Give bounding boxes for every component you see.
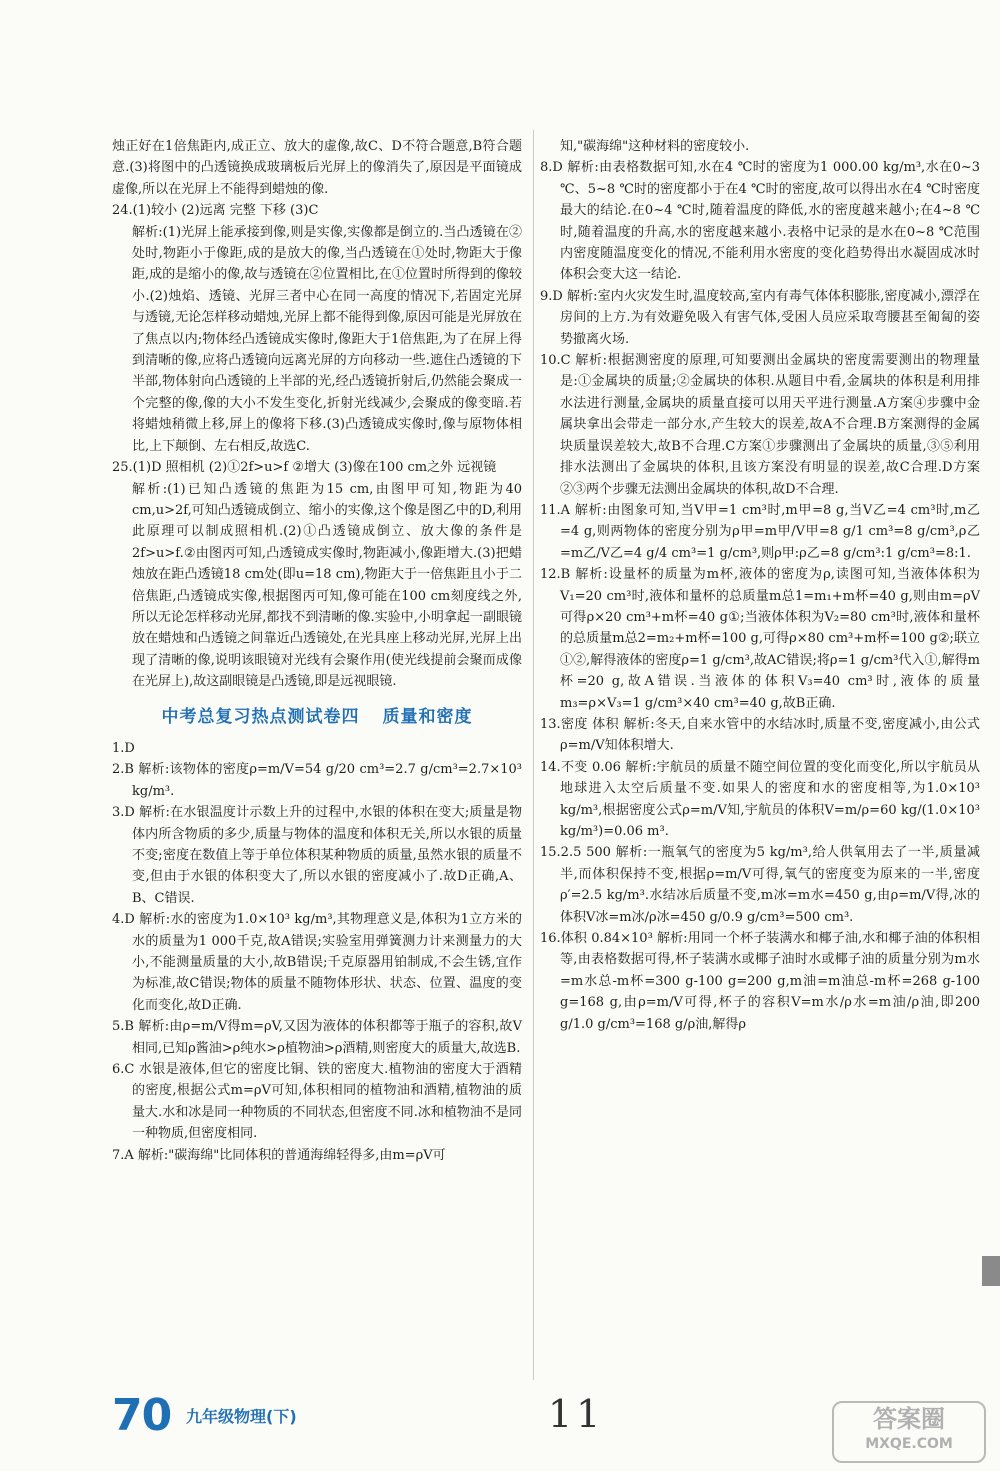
analysis-paragraph: 解析:(1)已知凸透镜的焦距为15 cm,由图甲可知,物距为40 cm,u>2f,可知凸透镜成倒立、缩小的实像,这个像是图乙中的D,利用此原理可以制成照相机.(2)①凸透镜成倒立、放大像的条件是2f>u>f.②由图丙可知,凸透镜成实像时,物距减小,像距增大.(3)把蜡烛放在距凸透镜18 cm处(即u=18 cm),物距大于一倍焦距且小于二倍焦距,凸透镜成实像,根据图丙可知,像可能在100 cm刻度线之外,所以无论怎样移动光屏,都找不到清晰的像.实验中,小明拿起一副眼镜放在蜡烛和凸透镜之间靠近凸透镜处,在光具座上移动光屏,光屏上出现了清晰的像,说明该眼镜对光线有会聚作用(使光线提前会聚而成像在光屏上),故这副眼镜是凸透镜,即是远视眼镜. [132,481,522,690]
answer-item: 13.密度 体积 解析:冬天,自来水管中的水结冰时,质量不变,密度减小,由公式ρ=m/V知体积增大. [540,716,980,754]
column-divider [533,130,534,1380]
answer-item: 4.D 解析:水的密度为1.0×10³ kg/m³,其物理意义是,体积为1立方米的水的质量为1 000千克,故A错误;实验室用弹簧测力计来测量力的大小,不能测量质量的大小,故B错误;千克原器用铂制成,不会生锈,宜作为标准,故C错误;物体的质量不随物体形状、状态、位置、温度的变化而变化,故D正确. [112,912,522,1013]
answer-item: 6.C 水银是液体,但它的密度比铜、铁的密度大.植物油的密度大于酒精的密度,根据公式m=ρV可知,体积相同的植物油和酒精,植物油的质量大.水和冰是同一种物质的不同状态,但密度不同.冰和植物油不是同一种物质,但密度相同. [112,1062,522,1142]
watermark-url: MXQE.COM [865,1436,953,1452]
left-column [112,136,522,1166]
edge-tab [982,1256,1000,1286]
section-title-part2: 质量和密度 [382,706,473,727]
answer-item: 3.D 解析:在水银温度计示数上升的过程中,水银的体积在变大;质量是物体内所含物质的多少,质量与物体的温度和体积无关,所以水银的质量不变;密度在数值上等于单位体积某种物质的质量,虽然水银的质量不变,但由于水银的体积变大了,所以水银的密度减小了.故D正确,A、B、C错误. [112,805,522,906]
answer-item: 2.B 解析:该物体的密度ρ=m/V=54 g/20 cm³=2.7 g/cm³=2.7×10³ kg/m³. [112,762,522,799]
answer-item: 12.B 解析:设量杯的质量为m杯,液体的密度为ρ,读图可知,当液体体积为V₁=20 cm³时,液体和量杯的总质量m总1=m₁+m杯=40 g,则由m=ρV可得ρ×20 cm³+m杯=40 g①;当液体体积为V₂=80 cm³时,液体和量杯的总质量m总2=m₂+m杯=100 g,可得ρ×80 cm³+m杯=100 g②;联立①②,解得液体的密度ρ=1 g/cm³,故AC错误;将ρ=1 g/cm³代入①,解得m杯=20 g,故A错误.当液体的体积V₃=40 cm³时,液体的质量m₃=ρ×V₃=1 g/cm³×40 cm³=40 g,故B正确. [540,567,980,711]
paragraph: 烛正好在1倍焦距内,成正立、放大的虚像,故C、D不符合题意,B符合题意.(3)将图中的凸透镜换成玻璃板后光屏上的像消失了,原因是平面镜成虚像,所以在光屏上不能得到蜡烛的像. [112,139,522,197]
answer-item: 10.C 解析:根据测密度的原理,可知要测出金属块的密度需要测出的物理量是:①金属块的质量;②金属块的体积.从题目中看,金属块的体积是利用排水法进行测量,金属块的质量直接可以用天平进行测量.A方案④步骤中金属块拿出会带走一部分水,产生较大的误差,故A不合理.B方案测得的金属块质量误差较大,故B不合理.C方案①步骤测出了金属块的质量,③⑤利用排水法测出了金属块的体积,且该方案没有明显的误差,故C合理.D方案②③两个步骤无法测出金属块的体积,故D不合理. [540,353,980,497]
analysis-paragraph: 解析:(1)光屏上能承接到像,则是实像,实像都是倒立的.当凸透镜在②处时,物距小于像距,成的是放大的像,当凸透镜在①处时,物距大于像距,成的是缩小的像,故与透镜在②位置相比,在①位置时所得到的像较小.(2)烛焰、透镜、光屏三者中心在同一高度的情况下,若固定光屏与透镜,无论怎样移动蜡烛,光屏上都不能得到像,原因可能是光屏放在了焦点以内;物体经凸透镜成实像时,像距大于1倍焦距,为了在屏上得到清晰的像,应将凸透镜向远离光屏的方向移动一些.遮住凸透镜的下半部,物体射向凸透镜的上半部的光,经凸透镜折射后,仍然能会聚成一个完整的像,像的大小不发生变化,折射光线减少,会聚成的像变暗.若将蜡烛稍微上移,屏上的像将下移.(3)凸透镜成实像时,像与原物体相比,上下颠倒、左右相反,故选C. [132,224,522,454]
watermark-main-text: 答案圈 [873,1405,945,1433]
answer-item: 14.不变 0.06 解析:宇航员的质量不随空间位置的变化而变化,所以宇航员从地球进入太空后质量不变.如果人的密度和水的密度相等,为1.0×10³ kg/m³,根据密度公式ρ=m/V知,宇航员的体积V=m/ρ=60 kg/(1.0×10³ kg/m³)=0.06 m³. [540,759,980,839]
answer-item: 25.(1)D 照相机 (2)①2f>u>f ②增大 (3)像在100 cm之外 远视镜 [112,460,497,476]
answer-item: 1.D [112,740,135,756]
right-column [540,136,980,1035]
page-number: 70 [112,1390,172,1441]
answer-item: 5.B 解析:由ρ=m/V得m=ρV,又因为液体的体积都等于瓶子的容积,故V相同,已知ρ酱油>ρ纯水>ρ植物油>ρ酒精,则密度大的质量大,故选B. [112,1019,522,1056]
answer-item: 24.(1)较小 (2)远离 完整 下移 (3)C [112,203,319,219]
handwritten-mark: 11 [548,1392,605,1436]
section-title [112,707,522,728]
paragraph: 知,"碳海绵"这种材料的密度较小. [560,139,750,154]
watermark-logo [832,1401,986,1463]
answer-item: 7.A 解析:"碳海绵"比同体积的普通海绵轻得多,由m=ρV可 [112,1147,446,1163]
answer-item: 9.D 解析:室内火灾发生时,温度较高,室内有毒气体体积膨胀,密度减小,漂浮在房间的上方.为有效避免吸入有害气体,受困人员应采取弯腰甚至匍匐的姿势撤离火场. [540,288,980,347]
answer-item: 8.D 解析:由表格数据可知,水在4 ℃时的密度为1 000.00 kg/m³,水在0~3 ℃、5~8 ℃时的密度都小于在4 ℃时的密度,故可以得出水在4 ℃时密度最大的结论.在0~4 ℃时,随着温度的降低,水的密度越来越小;在4~8 ℃时,随着温度的升高,水的密度越来越小.表格中记录的是水在0~8 ℃范围内密度随温度变化的情况,不能利用水密度的变化趋势得出水凝固成冰时体积会变大这一结论. [540,160,980,283]
answer-item: 16.体积 0.84×10³ 解析:用同一个杯子装满水和椰子油,水和椰子油的体积相等,由表格数据可得,杯子装满水或椰子油时水或椰子油的质量分别为m水=m水总-m杯=300 g-100 g=200 g,m油=m油总-m杯=268 g-100 g=168 g,由ρ=m/V可得,杯子的容积V=m水/ρ水=m油/ρ油,即200 g/1.0 g/cm³=168 g/ρ油,解得ρ [540,931,980,1032]
answer-item: 15.2.5 500 解析:一瓶氧气的密度为5 kg/m³,给人供氧用去了一半,质量减半,而体积保持不变,根据ρ=m/V可得,氧气的密度变为原来的一半,密度ρ′=2.5 kg/m³.水结冰后质量不变,m冰=m水=450 g,由ρ=m/V得,冰的体积V冰=m冰/ρ冰=450 g/0.9 g/cm³=500 cm³. [540,845,980,925]
book-title: 九年级物理(下) [186,1407,297,1426]
answer-item: 11.A 解析:由图象可知,当V甲=1 cm³时,m甲=8 g,当V乙=4 cm³时,m乙=4 g,则两物体的密度分别为ρ甲=m甲/V甲=8 g/1 cm³=8 g/cm³,ρ乙=m乙/V乙=4 g/4 cm³=1 g/cm³,则ρ甲:ρ乙=8 g/cm³:1 g/cm³=8:1. [540,502,980,561]
section-title-part1: 中考总复习热点测试卷四 [161,706,360,727]
